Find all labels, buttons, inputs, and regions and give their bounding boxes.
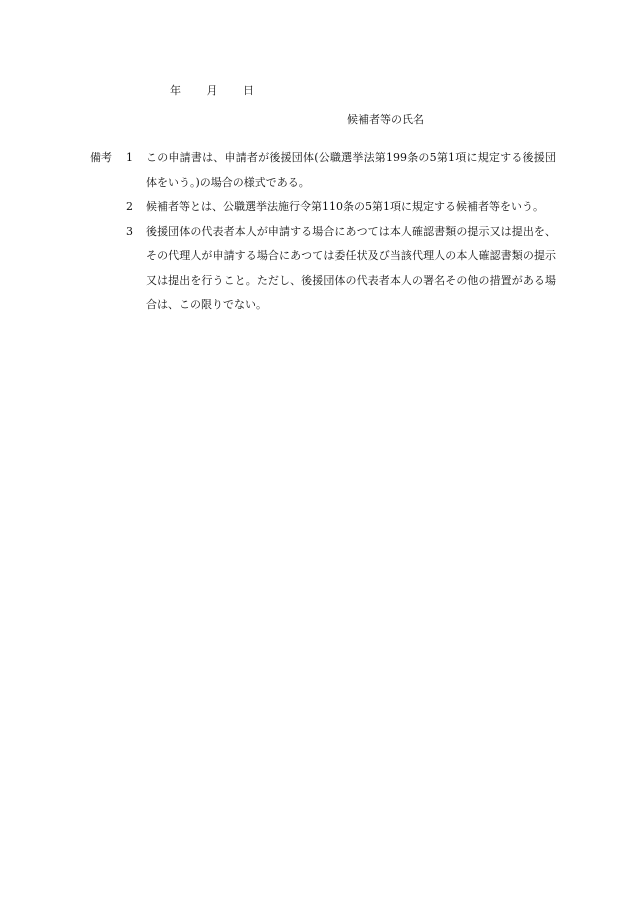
note-text: この申請書は、申請者が後援団体(公職選挙法第199条の5第1項に規定する後援団体をいう。)の場合の様式である。 bbox=[146, 151, 556, 189]
notes-section bbox=[90, 146, 560, 318]
note-number: 1 bbox=[126, 151, 133, 164]
year-label: 年 bbox=[170, 84, 181, 97]
note-text: 後援団体の代表者本人が申請する場合にあつては本人確認書類の提示又は提出を、その代理人が申請する場合にあつては委任状及び当該代理人の本人確認書類の提示又は提出を行うこと。ただし、後援団体の代表者本人の署名その他の措置がある場合は、この限りでない。 bbox=[146, 224, 556, 311]
note-item-1 bbox=[126, 146, 556, 195]
day-label: 日 bbox=[243, 84, 254, 97]
note-item-2 bbox=[126, 195, 556, 220]
date-line bbox=[170, 82, 254, 98]
note-number: 2 bbox=[126, 200, 133, 213]
month-label: 月 bbox=[206, 84, 218, 97]
note-number: 3 bbox=[126, 224, 133, 238]
candidate-name-label: 候補者等の氏名 bbox=[347, 113, 424, 126]
notes-label: 備考 bbox=[90, 151, 112, 164]
note-text: 候補者等とは、公職選挙法施行令第110条の5第1項に規定する候補者等をいう。 bbox=[146, 200, 544, 213]
note-item-3 bbox=[126, 220, 556, 318]
